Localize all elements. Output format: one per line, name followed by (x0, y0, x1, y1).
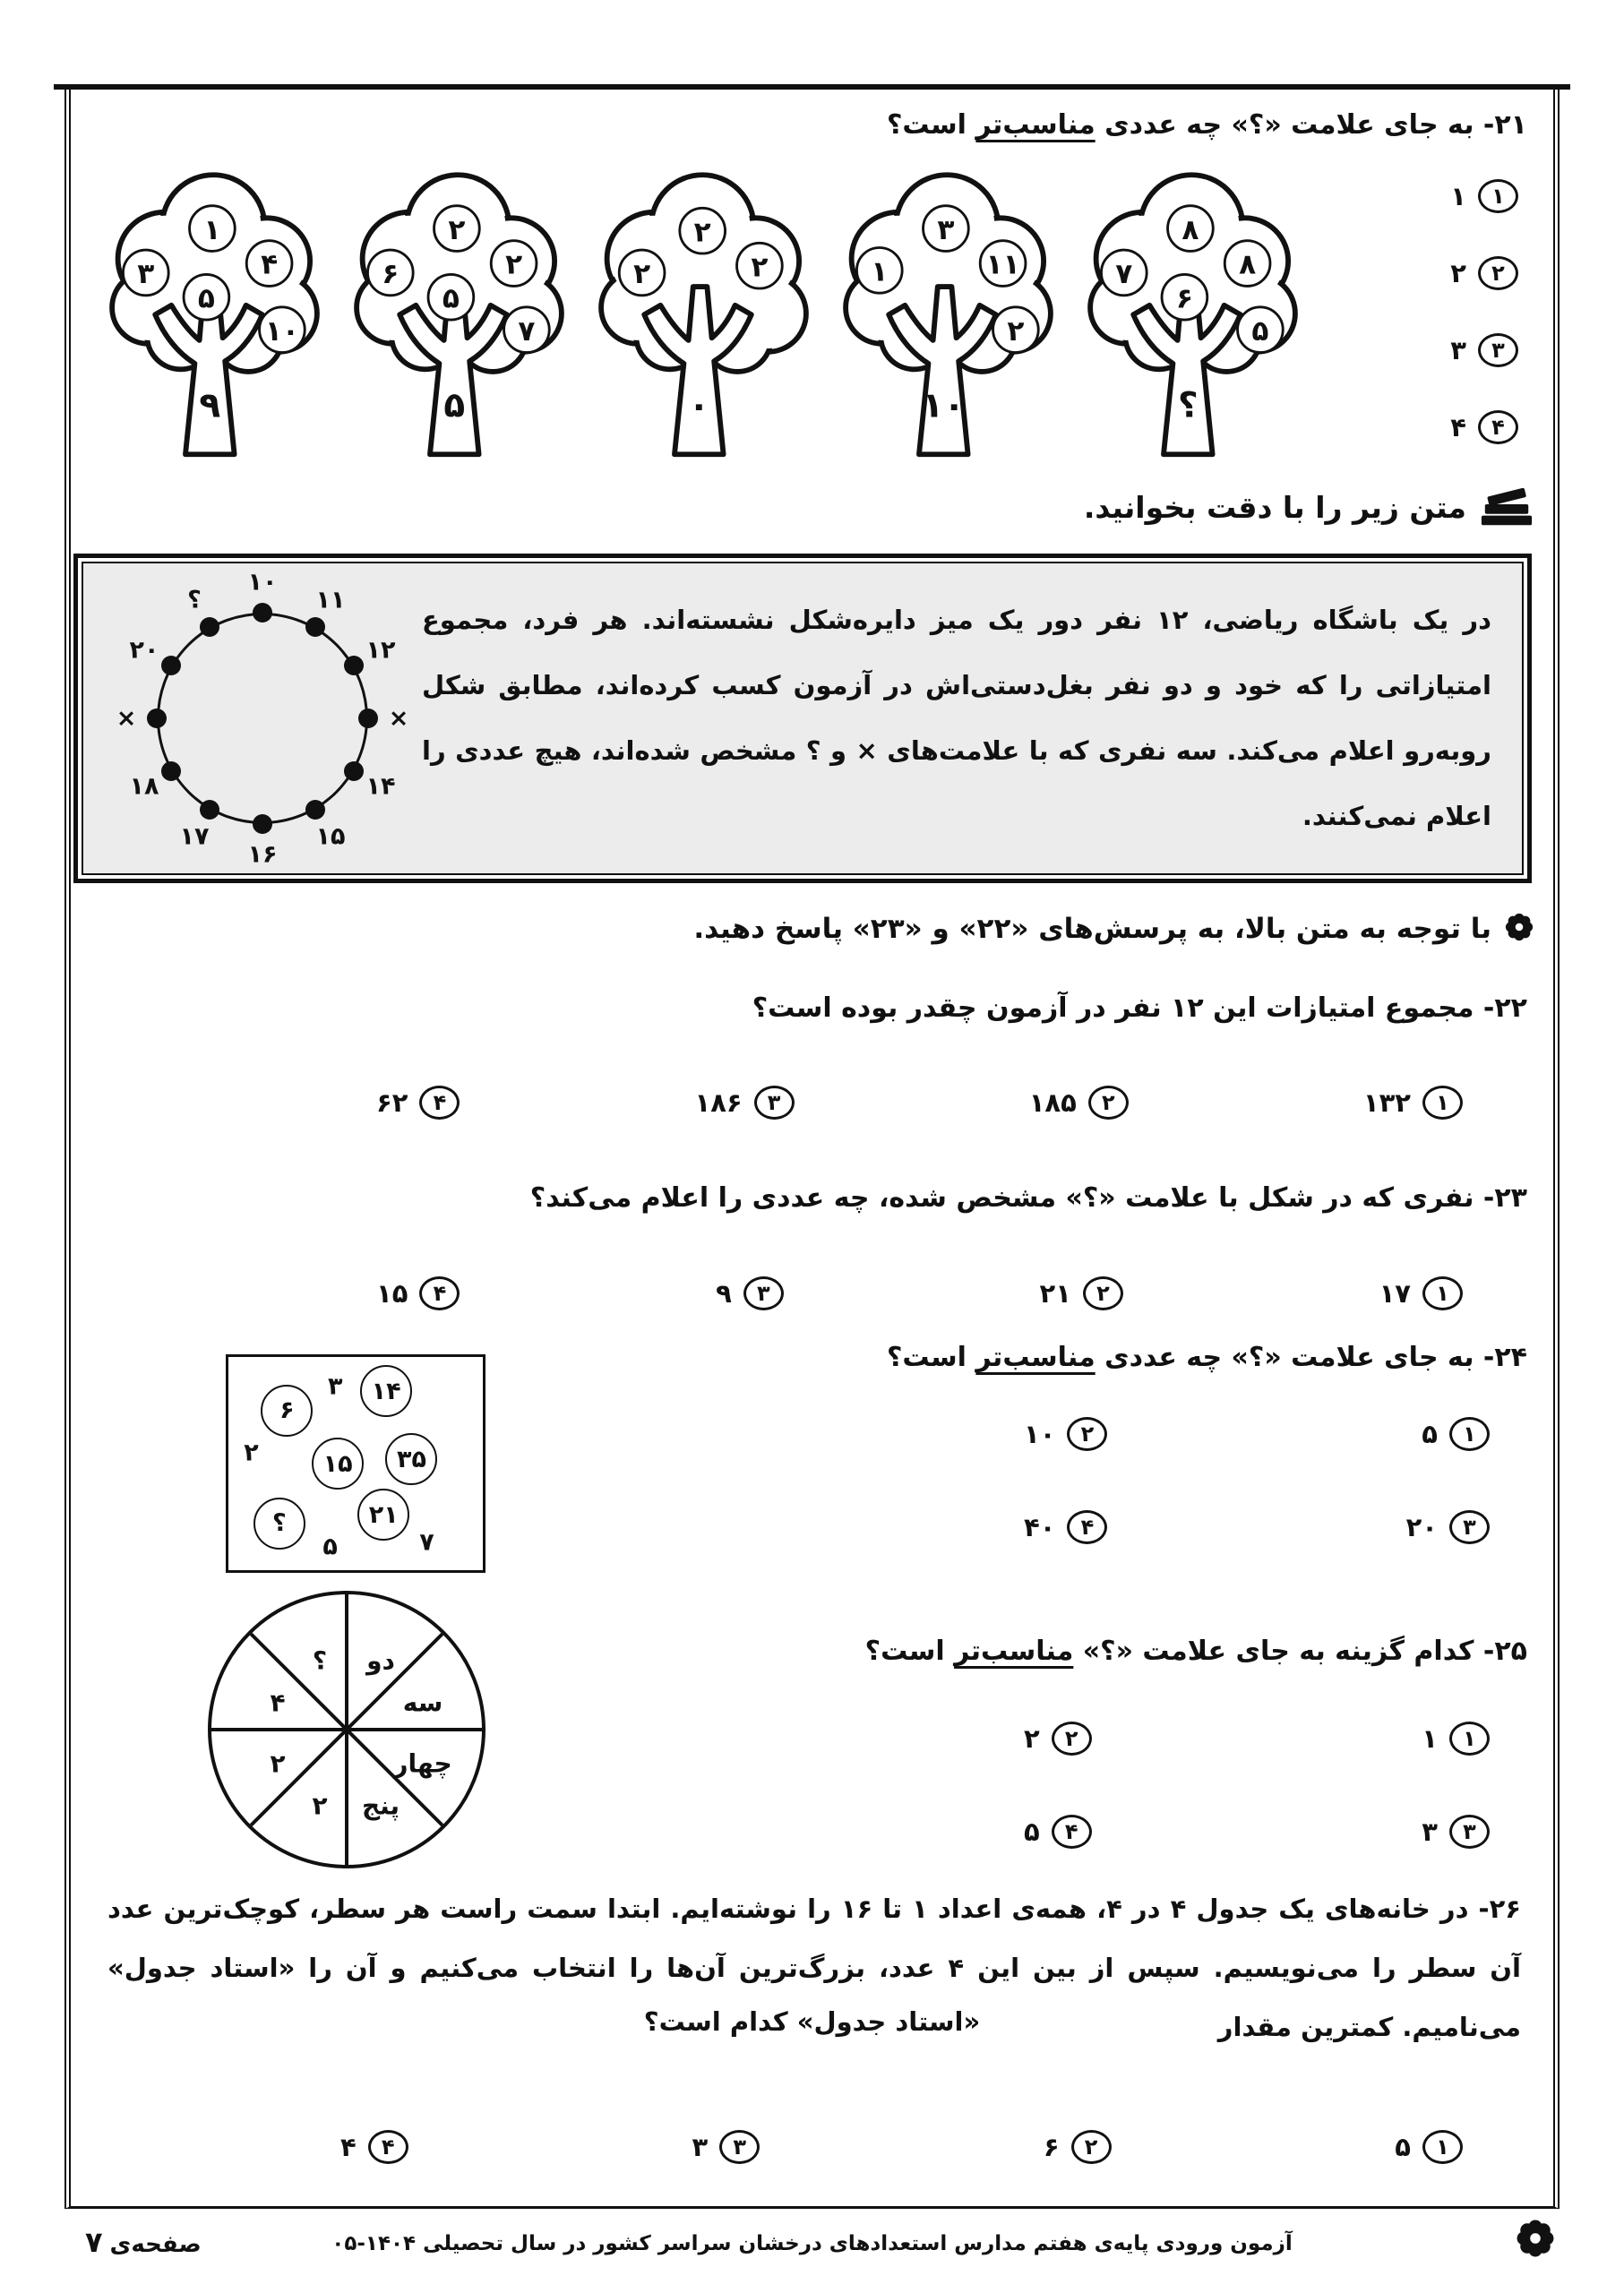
option-25-2 (1024, 1722, 1092, 1756)
option-value: ۳ (692, 2132, 709, 2162)
seat-dot (147, 709, 167, 728)
question-23-options (376, 1276, 1463, 1310)
tree-1-fruit: ۵ (197, 282, 215, 315)
option-number: ۱ (1449, 1417, 1490, 1451)
option-number: ۲ (1478, 256, 1518, 290)
option-number: ۲ (1052, 1722, 1092, 1756)
tree-3-fruit: ۲ (751, 251, 769, 284)
option-25-3 (1422, 1815, 1490, 1849)
seat-label: ۱۶ (247, 840, 278, 869)
seat-label: ۱۸ (129, 772, 159, 801)
tree-3 (581, 163, 826, 460)
question-25-wheel-figure (208, 1591, 485, 1868)
option-value: ۹ (716, 1278, 732, 1309)
reading-box-text: در یک باشگاه ریاضی، ۱۲ نفر دور یک میز دایره‌شکل نشسته‌اند. هر فرد، مجموع امتیازاتی را که خود و دو نفر بغل‌دستی‌اش در آزمون کسب کرده‌اند، مطابق شکل روبه‌رو اعلام می‌کند. سه نفری که با علامت‌های × و ؟ مشخص شده‌اند، هیچ عددی را اعلام نمی‌کنند. (422, 604, 1491, 832)
wheel-sector-label: دو (366, 1645, 395, 1676)
seat-label: ؟ (187, 586, 202, 614)
table-circle (157, 613, 368, 824)
question-26-last-line (0, 2006, 1624, 2037)
question-24-post: است؟ (887, 1342, 976, 1373)
question-21-pre: ۲۱- به جای علامت «؟» چه عددی (1095, 109, 1527, 141)
option-value: ۱۸۶ (694, 1087, 743, 1118)
option-value: ۶۲ (376, 1087, 408, 1118)
tree-2-fruit: ۶ (382, 258, 400, 291)
reading-box (73, 554, 1532, 883)
option-value: ۲۰ (1405, 1512, 1438, 1542)
option-21-2 (1450, 256, 1518, 290)
tree-1-fruit: ۳ (137, 258, 155, 291)
option-number: ۴ (1067, 1510, 1107, 1544)
figure-circled-number: ؟ (253, 1498, 305, 1550)
option-value: ۵ (1024, 1816, 1040, 1847)
flower-icon (1504, 912, 1534, 946)
wheel-sector-label: ۴ (270, 1688, 286, 1718)
note-heading (693, 912, 1534, 946)
question-22-body: ۲۲- مجموع امتیازات این ۱۲ نفر در آزمون چقدر بوده است؟ (752, 992, 1527, 1024)
option-24-3 (1406, 1510, 1490, 1544)
question-24-figure (226, 1354, 485, 1573)
tree-5-fruit: ۷ (1115, 258, 1133, 291)
option-value: ۲ (1450, 258, 1466, 288)
question-25-pre: ۲۵- کدام گزینه به جای علامت «؟» (1073, 1636, 1527, 1667)
question-24-options (1024, 1417, 1490, 1544)
seat-dot (344, 656, 364, 675)
seat-label: ۱۵ (315, 822, 346, 851)
seat-label: ۱۲ (365, 636, 396, 665)
question-24-pre: ۲۴- به جای علامت «؟» چه عددی (1095, 1342, 1527, 1373)
wheel-sector-label: ۲ (312, 1791, 328, 1821)
tree-1-fruit: ۴ (261, 248, 279, 281)
seat-label: ۱۰ (247, 568, 278, 597)
option-23-4 (376, 1276, 460, 1310)
option-number: ۴ (1478, 410, 1518, 444)
option-value: ۴۰ (1024, 1512, 1056, 1542)
seat-dot (253, 814, 272, 834)
option-number: ۱ (1422, 2130, 1463, 2164)
tree-4-fruit: ۱۱ (985, 248, 1020, 281)
option-22-1 (1363, 1086, 1463, 1120)
option-value: ۴ (340, 2132, 357, 2162)
option-value: ۱۳۲ (1362, 1087, 1411, 1118)
tree-5-fruit: ۵ (1251, 314, 1269, 348)
seat-dot (161, 656, 181, 675)
footer-exam-title: آزمون ورودی پایه‌ی هفتم مدارس استعدادهای درخشان سراسر کشور در سال تحصیلی ۱۴۰۴-۰۵ (331, 2232, 1293, 2255)
question-22-text (752, 992, 1527, 1024)
option-number: ۳ (1449, 1510, 1490, 1544)
seat-dot (200, 617, 219, 637)
option-number: ۱ (1449, 1722, 1490, 1756)
figure-circled-number: ۳۵ (385, 1433, 437, 1485)
option-24-2 (1024, 1417, 1107, 1451)
question-23-text (530, 1182, 1527, 1214)
tree-3-fruit: ۲ (693, 216, 711, 249)
option-number: ۲ (1088, 1086, 1129, 1120)
tree-1-fruit: ۱۰ (264, 314, 299, 348)
wheel-sector-label: ۲ (270, 1748, 286, 1779)
figure-circled-number: ۶ (261, 1385, 313, 1437)
tree-1 (92, 163, 337, 460)
option-22-4 (376, 1086, 460, 1120)
option-21-3 (1450, 333, 1518, 367)
tree-5 (1070, 163, 1315, 460)
option-26-3 (692, 2130, 760, 2164)
seat-dot (253, 603, 272, 623)
question-25-options (1024, 1722, 1490, 1849)
seat-dot (305, 800, 325, 820)
option-21-1 (1450, 179, 1518, 213)
tree-4-fruit: ۲ (1007, 314, 1025, 348)
question-24-underlined: مناسب‌تر (975, 1342, 1096, 1373)
circle-table-diagram (110, 566, 415, 871)
tree-2-trunk-number: ۵ (443, 385, 466, 426)
tree-1-trunk-number: ۹ (199, 385, 221, 426)
option-value: ۵ (1395, 2132, 1411, 2162)
option-value: ۱ (1422, 1723, 1438, 1754)
page-number-value: ۷ (85, 2225, 103, 2259)
question-24-text (887, 1342, 1527, 1373)
option-value: ۱۸۵ (1028, 1087, 1077, 1118)
figure-plain-number: ۵ (322, 1533, 338, 1561)
question-25-underlined: مناسب‌تر (954, 1636, 1074, 1667)
option-value: ۴ (1450, 412, 1466, 442)
seat-label: × (116, 704, 137, 733)
figure-circled-number: ۱۴ (360, 1365, 412, 1417)
tree-2-fruit: ۲ (448, 213, 466, 246)
option-number: ۳ (719, 2130, 760, 2164)
option-number: ۲ (1083, 1276, 1123, 1310)
books-icon (1479, 482, 1534, 532)
option-25-4 (1024, 1815, 1092, 1849)
option-22-3 (695, 1086, 795, 1120)
option-number: ۱ (1422, 1276, 1463, 1310)
wheel-sector-label: چهار (393, 1748, 452, 1779)
option-value: ۳ (1422, 1816, 1438, 1847)
option-number: ۳ (743, 1276, 784, 1310)
option-25-1 (1422, 1722, 1490, 1756)
seat-dot (305, 617, 325, 637)
reading-heading-text: متن زیر را با دقت بخوانید. (1083, 489, 1466, 525)
option-value: ۱۵ (376, 1278, 408, 1309)
tree-4-fruit: ۱ (871, 255, 889, 288)
reading-box-inner (82, 562, 1524, 875)
tree-5-trunk-number: ؟ (1177, 385, 1199, 426)
tree-1-fruit: ۱ (203, 213, 221, 246)
trees-figure (92, 163, 1319, 460)
question-23-body: ۲۳- نفری که در شکل با علامت «؟» مشخص شده، چه عددی را اعلام می‌کند؟ (529, 1182, 1527, 1214)
tree-3-trunk-number: ۰ (688, 385, 710, 426)
page-number (85, 2225, 202, 2259)
option-number: ۴ (419, 1276, 460, 1310)
option-value: ۱۰ (1024, 1419, 1056, 1449)
question-25-text (865, 1636, 1527, 1667)
figure-plain-number: ۳ (328, 1372, 343, 1401)
tree-4-fruit: ۳ (937, 213, 955, 246)
question-22-options (376, 1086, 1463, 1120)
option-26-4 (340, 2130, 408, 2164)
note-heading-text: با توجه به متن بالا، به پرسش‌های «۲۲» و «۲۳» پاسخ دهید. (693, 913, 1491, 945)
figure-circled-number: ۱۵ (312, 1438, 364, 1490)
question-21-options (1450, 179, 1518, 444)
option-23-3 (716, 1276, 784, 1310)
tree-2-fruit: ۷ (518, 314, 536, 348)
tree-2 (337, 163, 581, 460)
option-value: ۶ (1043, 2132, 1060, 2162)
seat-label: ۲۰ (129, 636, 159, 665)
seat-dot (161, 761, 181, 781)
option-23-2 (1040, 1276, 1123, 1310)
option-number: ۴ (368, 2130, 408, 2164)
seat-dot (358, 709, 378, 728)
option-value: ۳ (1450, 335, 1466, 365)
wheel-sector-label: سه (402, 1688, 443, 1718)
seat-dot (200, 800, 219, 820)
option-number: ۴ (1052, 1815, 1092, 1849)
tree-2-fruit: ۲ (505, 248, 523, 281)
tree-5-fruit: ۸ (1181, 213, 1199, 246)
tree-3-fruit: ۲ (633, 258, 651, 291)
question-21-underlined: مناسب‌تر (975, 109, 1096, 141)
option-21-4 (1450, 410, 1518, 444)
question-26-options (340, 2130, 1463, 2164)
option-24-1 (1406, 1417, 1490, 1451)
option-number: ۳ (1478, 333, 1518, 367)
option-number: ۲ (1071, 2130, 1112, 2164)
option-number: ۴ (419, 1086, 460, 1120)
option-number: ۲ (1067, 1417, 1107, 1451)
option-24-4 (1024, 1510, 1107, 1544)
page-number-label: صفحه‌ی (109, 2231, 202, 2258)
option-value: ۵ (1422, 1419, 1438, 1449)
option-value: ۲ (1024, 1723, 1040, 1754)
seat-label: ۱۴ (365, 772, 396, 801)
option-value: ۱۷ (1379, 1278, 1411, 1309)
tree-5-fruit: ۸ (1239, 248, 1257, 281)
question-21-post: است؟ (887, 109, 976, 141)
option-22-2 (1029, 1086, 1129, 1120)
option-value: ۱ (1450, 181, 1466, 211)
question-25-post: است؟ (864, 1636, 955, 1667)
option-number: ۱ (1478, 179, 1518, 213)
seat-label: × (388, 704, 409, 733)
option-number: ۳ (754, 1086, 795, 1120)
tree-5-fruit: ۶ (1175, 282, 1193, 315)
question-21-text (887, 109, 1527, 141)
option-23-1 (1379, 1276, 1463, 1310)
option-number: ۱ (1422, 1086, 1463, 1120)
tree-2-fruit: ۵ (442, 282, 460, 315)
reading-heading (1084, 482, 1534, 532)
option-26-2 (1044, 2130, 1112, 2164)
question-26-body: ۲۶- در خانه‌های یک جدول ۴ در ۴، همه‌ی اعداد ۱ تا ۱۶ را نوشته‌ایم. ابتدا سمت راست هر سطر، کوچک‌ترین عدد آن سطر را می‌نویسیم. سپس از بین این ۴ عدد، بزرگ‌ترین آن‌ها را انتخاب می‌کنیم و آن را «استاد جدول» می‌نامیم. کمترین مقدار (107, 1894, 1521, 2043)
tree-4-trunk-number: ۱۰ (922, 385, 966, 426)
wheel-sector-label: پنج (361, 1791, 400, 1821)
seat-dot (344, 761, 364, 781)
seat-label: ۱۷ (179, 822, 210, 851)
option-26-1 (1395, 2130, 1463, 2164)
seat-label: ۱۱ (315, 586, 346, 614)
question-26-last-text: «استاد جدول» کدام است؟ (643, 2006, 981, 2037)
option-value: ۲۱ (1039, 1278, 1071, 1309)
tree-4 (826, 163, 1070, 460)
wheel-sector-label: ؟ (312, 1645, 328, 1676)
option-number: ۳ (1449, 1815, 1490, 1849)
figure-circled-number: ۲۱ (357, 1489, 409, 1541)
figure-plain-number: ۲ (244, 1438, 259, 1467)
figure-plain-number: ۷ (419, 1528, 434, 1557)
